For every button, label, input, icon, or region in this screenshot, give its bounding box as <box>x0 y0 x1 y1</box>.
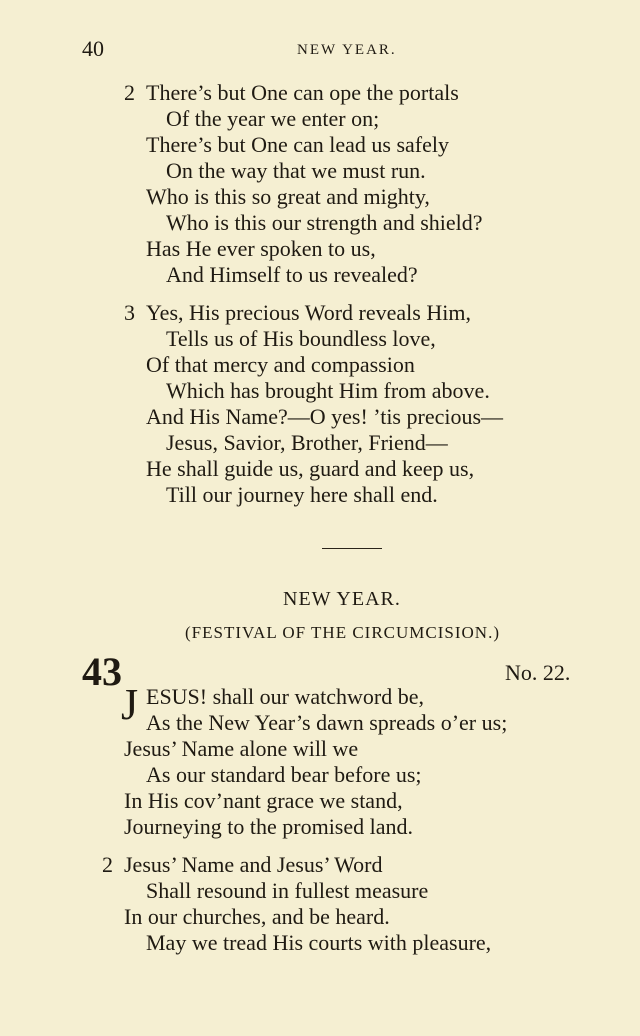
verse-line: Has He ever spoken to us, <box>146 236 376 261</box>
verse-line: Jesus’ Name alone will we <box>124 736 359 761</box>
stanza-number: 2 <box>102 852 113 877</box>
section-subtitle: (FESTIVAL OF THE CIRCUMCISION.) <box>185 623 500 642</box>
verse-line: Of that mercy and compassion <box>146 352 415 377</box>
verse-line: There’s but One can ope the portals <box>146 80 459 105</box>
section-title: NEW YEAR. <box>283 588 401 610</box>
verse-line: Jesus, Savior, Brother, Friend— <box>166 430 448 455</box>
verse-line: Yes, His precious Word reveals Him, <box>146 300 471 325</box>
verse-line: May we tread His courts with pleasure, <box>146 930 492 955</box>
drop-cap: J <box>121 680 139 729</box>
verse-line: Of the year we enter on; <box>166 106 380 131</box>
verse-line: And His Name?—O yes! ’tis precious— <box>146 404 504 429</box>
verse-line: ESUS! shall our watchword be, <box>146 684 425 709</box>
running-head: NEW YEAR. <box>297 42 397 58</box>
verse-line: Journeying to the promised land. <box>124 814 414 839</box>
hymn-number: 43 <box>82 649 122 694</box>
verse-line: In His cov’nant grace we stand, <box>124 788 403 813</box>
verse-line: He shall guide us, guard and keep us, <box>146 456 475 481</box>
verse-line: There’s but One can lead us safely <box>146 132 449 157</box>
stanza-number: 2 <box>124 80 135 105</box>
verse-line: Till our journey here shall end. <box>166 482 438 507</box>
verse-line: Who is this our strength and shield? <box>166 210 483 235</box>
verse-line: On the way that we must run. <box>166 158 426 183</box>
section-divider <box>322 548 382 549</box>
verse-line: Tells us of His boundless love, <box>166 326 436 351</box>
stanza-number: 3 <box>124 300 135 325</box>
verse-line: Shall resound in fullest measure <box>146 878 429 903</box>
verse-line: As our standard bear before us; <box>146 762 422 787</box>
tune-reference: No. 22. <box>505 660 571 685</box>
verse-line: Which has brought Him from above. <box>166 378 490 403</box>
verse-line: Jesus’ Name and Jesus’ Word <box>124 852 383 877</box>
verse-line: And Himself to us revealed? <box>166 262 418 287</box>
verse-line: As the New Year’s dawn spreads o’er us; <box>146 710 508 735</box>
verse-line: In our churches, and be heard. <box>124 904 390 929</box>
verse-line: Who is this so great and mighty, <box>146 184 430 209</box>
page-number: 40 <box>82 36 104 61</box>
